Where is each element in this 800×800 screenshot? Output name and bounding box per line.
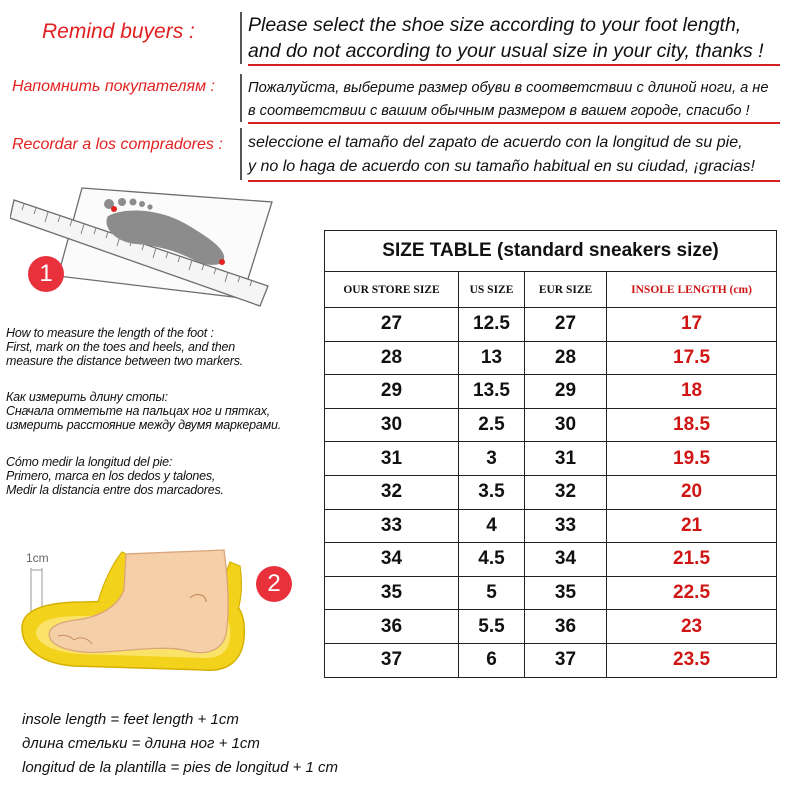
us-size-cell: 5.5: [459, 610, 525, 644]
store-size-cell: 33: [325, 509, 459, 543]
insole-length-cell: 18.5: [607, 408, 777, 442]
insole-length-cell: 23.5: [607, 643, 777, 677]
us-size-cell: 5: [459, 576, 525, 610]
us-size-cell: 12.5: [459, 308, 525, 342]
remind-label-es: Recordar a los compradores :: [12, 136, 223, 153]
store-size-cell: 29: [325, 375, 459, 409]
insole-length-cell: 17: [607, 308, 777, 342]
table-title: SIZE TABLE (standard sneakers size): [325, 231, 777, 272]
us-size-cell: 3.5: [459, 475, 525, 509]
eur-size-cell: 36: [525, 610, 607, 644]
table-row: [325, 543, 777, 577]
col-header-eur-size: EUR SIZE: [525, 272, 607, 308]
table-row: [325, 375, 777, 409]
insole-length-cell: 18: [607, 375, 777, 409]
eur-size-cell: 30: [525, 408, 607, 442]
table-row: [325, 341, 777, 375]
us-size-cell: 3: [459, 442, 525, 476]
underline: [248, 122, 780, 124]
toe-icon: [118, 198, 126, 206]
store-size-cell: 37: [325, 643, 459, 677]
step-2-badge: 2: [256, 566, 292, 602]
store-size-cell: 34: [325, 543, 459, 577]
formula-ru: длина стельки = длина ног + 1cm: [22, 735, 260, 752]
eur-size-cell: 33: [525, 509, 607, 543]
remind-text-ru: Пожалуйста, выберите размер обуви в соответствии с длиной ноги, а не в соответствии с вашим обычным размером в вашем городе, спасибо !: [248, 80, 769, 119]
underline: [248, 64, 780, 66]
table-row: [325, 408, 777, 442]
eur-size-cell: 28: [525, 341, 607, 375]
step-1-badge: 1: [28, 256, 64, 292]
table-header-row: [325, 272, 777, 308]
formula-es: longitud de la plantilla = pies de longitud + 1 cm: [22, 759, 339, 776]
foot-ruler-illustration: [10, 180, 280, 320]
remind-text-en: Please select the shoe size according to your foot length, and do not according to your usual size in your city, thanks !: [248, 14, 764, 62]
insole-length-cell: 19.5: [607, 442, 777, 476]
us-size-cell: 6: [459, 643, 525, 677]
table-row: [325, 442, 777, 476]
insole-illustration: [14, 540, 254, 680]
instructions-en: How to measure the length of the foot : First, mark on the toes and heels, and then measure the distance between two markers.: [6, 326, 244, 368]
table-row: [325, 643, 777, 677]
insole-length-cell: 17.5: [607, 341, 777, 375]
table-row: [325, 475, 777, 509]
us-size-cell: 4: [459, 509, 525, 543]
eur-size-cell: 37: [525, 643, 607, 677]
toe-icon: [147, 204, 152, 209]
insole-length-cell: 21: [607, 509, 777, 543]
eur-size-cell: 34: [525, 543, 607, 577]
store-size-cell: 27: [325, 308, 459, 342]
store-size-cell: 36: [325, 610, 459, 644]
eur-size-cell: 35: [525, 576, 607, 610]
size-table: [324, 230, 777, 678]
divider: [240, 12, 242, 64]
col-header-insole-length: INSOLE LENGTH (cm): [607, 272, 777, 308]
eur-size-cell: 31: [525, 442, 607, 476]
remind-label-ru: Напомнить покупателям :: [12, 78, 215, 95]
instructions-es: Cómo medir la longitud del pie: Primero, marca en los dedos y talones, Medir la distancia entre dos marcadores.: [6, 455, 224, 497]
table-row: [325, 576, 777, 610]
remind-label-en: Remind buyers :: [42, 20, 195, 43]
store-size-cell: 35: [325, 576, 459, 610]
divider: [240, 74, 242, 122]
divider: [240, 128, 242, 180]
store-size-cell: 28: [325, 341, 459, 375]
instructions-ru: Как измерить длину стопы: Сначала отметьте на пальцах ног и пятках, измерить расстояние между двумя маркерами.: [6, 390, 282, 432]
eur-size-cell: 29: [525, 375, 607, 409]
eur-size-cell: 32: [525, 475, 607, 509]
table-title-row: [325, 231, 777, 272]
toe-icon: [139, 201, 145, 207]
col-header-store-size: OUR STORE SIZE: [325, 272, 459, 308]
table-row: [325, 509, 777, 543]
table-row: [325, 610, 777, 644]
col-header-us-size: US SIZE: [459, 272, 525, 308]
insole-length-cell: 21.5: [607, 543, 777, 577]
us-size-cell: 2.5: [459, 408, 525, 442]
us-size-cell: 13: [459, 341, 525, 375]
remind-text-es: seleccione el tamaño del zapato de acuerdo con la longitud de su pie, y no lo haga de acuerdo con su tamaño habitual en su ciudad, ¡gracias!: [248, 134, 755, 175]
insole-length-cell: 23: [607, 610, 777, 644]
insole-length-cell: 22.5: [607, 576, 777, 610]
formula-en: insole length = feet length + 1cm: [22, 711, 239, 728]
table-row: [325, 308, 777, 342]
store-size-cell: 32: [325, 475, 459, 509]
table-body: [325, 308, 777, 678]
store-size-cell: 30: [325, 408, 459, 442]
foot-icon: [49, 550, 228, 653]
heel-marker-icon: [219, 259, 225, 265]
measure-label: 1cm: [26, 551, 49, 565]
insole-length-cell: 20: [607, 475, 777, 509]
toe-icon: [130, 199, 137, 206]
us-size-cell: 13.5: [459, 375, 525, 409]
underline: [248, 180, 780, 182]
store-size-cell: 31: [325, 442, 459, 476]
eur-size-cell: 27: [525, 308, 607, 342]
us-size-cell: 4.5: [459, 543, 525, 577]
toe-marker-icon: [111, 206, 117, 212]
